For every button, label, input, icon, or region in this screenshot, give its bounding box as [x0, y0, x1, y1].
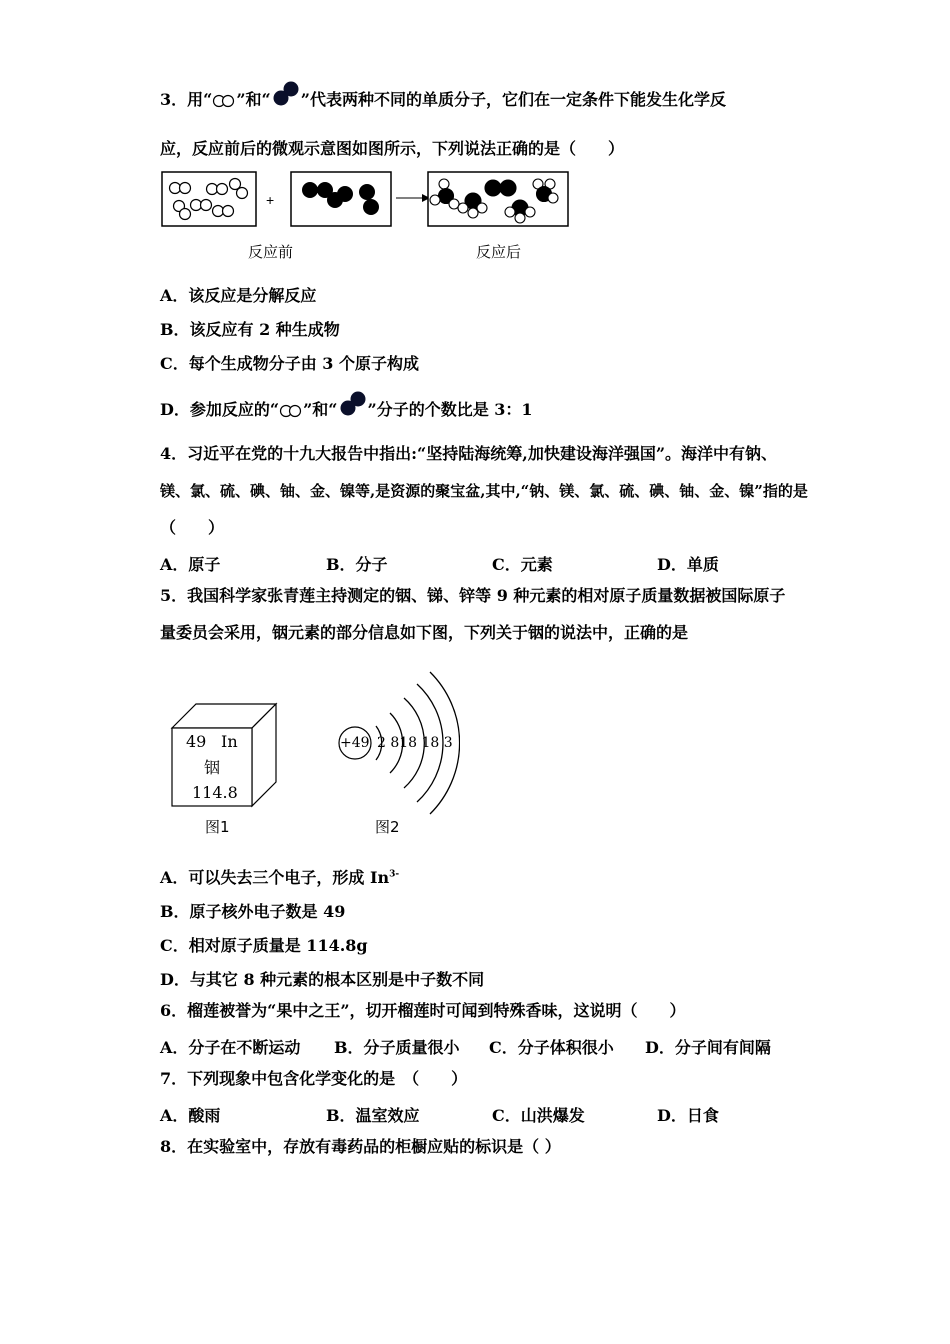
q5-stem-line1: 5．我国科学家张青莲主持测定的铟、锑、锌等 9 种元素的相对原子质量数据被国际原子	[160, 586, 786, 605]
q3-option-a[interactable]: A．该反应是分解反应	[160, 286, 317, 305]
q4-stem-line2: 镁、氯、硫、碘、铀、金、镍等,是资源的聚宝盆,其中,“钠、镁、氯、硫、碘、铀、金、镍”指的是	[160, 482, 808, 500]
atomic-mass: 114.8	[192, 783, 238, 802]
white-molecule-icon	[212, 94, 236, 108]
q6-option-b[interactable]: B．分子质量很小	[334, 1038, 460, 1057]
q4-stem-line3: （ ）	[160, 518, 225, 537]
q5-option-a[interactable]	[160, 865, 399, 888]
nucleus-charge: +49	[340, 735, 370, 751]
caption-after: 反应后	[476, 243, 522, 261]
black-molecule-icon	[271, 80, 301, 108]
white-molecule-icon	[279, 404, 303, 418]
ion-charge-superscript: 3-	[389, 869, 400, 880]
q6-stem: 6．榴莲被誉为“果中之王”，切开榴莲时可闻到特殊香味，这说明（ ）	[160, 1001, 686, 1020]
q7-option-a[interactable]: A．酸雨	[160, 1106, 221, 1125]
q3-stem-line1	[160, 90, 726, 110]
black-molecule-icon	[338, 390, 368, 418]
figure1-caption: 图1	[205, 818, 230, 836]
q6-option-a[interactable]: A．分子在不断运动	[160, 1038, 301, 1057]
q3-option-b[interactable]: B．该反应有 2 种生成物	[160, 320, 340, 339]
q3-text: ”和“	[236, 90, 271, 109]
q3-option-d-text: ”分子的个数比是 3：1	[367, 400, 533, 419]
q8-stem: 8．在实验室中，存放有毒药品的柜橱应贴的标识是（ ）	[160, 1137, 561, 1156]
q7-option-c[interactable]: C．山洪爆发	[492, 1106, 585, 1125]
element-name: 铟	[204, 758, 221, 777]
q5-option-b[interactable]: B．原子核外电子数是 49	[160, 902, 346, 921]
q5-option-c[interactable]: C．相对原子质量是 114.8g	[160, 936, 368, 955]
q3-stem-line2: 应，反应前后的微观示意图如图所示，下列说法正确的是（ ）	[160, 139, 625, 158]
figure2-caption: 图2	[375, 818, 400, 836]
q4-option-d[interactable]: D．单质	[657, 555, 719, 574]
q3-text: ”代表两种不同的单质分子，它们在一定条件下能发生化学反	[300, 90, 726, 109]
q4-option-b[interactable]: B．分子	[326, 555, 388, 574]
atomic-number: 49	[186, 732, 207, 751]
q6-option-d[interactable]: D．分子间有间隔	[645, 1038, 771, 1057]
q7-option-d[interactable]: D．日食	[657, 1106, 719, 1125]
q3-text: 3．用“	[160, 90, 213, 109]
q5-option-a-text: A．可以失去三个电子，形成 In	[160, 868, 390, 887]
q3-option-d-text: D．参加反应的“	[160, 400, 280, 419]
q6-option-c[interactable]: C．分子体积很小	[489, 1038, 614, 1057]
plus-sign: +	[266, 192, 275, 208]
q3-option-d-text: ”和“	[303, 400, 338, 419]
q3-option-c[interactable]: C．每个生成物分子由 3 个原子构成	[160, 354, 420, 373]
electron-shell-counts: 2 818 18 3	[377, 735, 453, 751]
q4-stem-line1: 4．习近平在党的十九大报告中指出:“坚持陆海统筹,加快建设海洋强国”。海洋中有钠、	[160, 444, 778, 463]
q7-option-b[interactable]: B．温室效应	[326, 1106, 420, 1125]
q5-stem-line2: 量委员会采用，铟元素的部分信息如下图，下列关于铟的说法中，正确的是	[160, 623, 689, 642]
q5-option-d[interactable]: D．与其它 8 种元素的根本区别是中子数不同	[160, 970, 485, 989]
element-symbol: In	[221, 732, 238, 751]
q3-option-d[interactable]	[160, 397, 533, 420]
reaction-diagram	[160, 170, 570, 232]
caption-before: 反应前	[248, 243, 294, 261]
q4-option-a[interactable]: A．原子	[160, 555, 221, 574]
q4-option-c[interactable]: C．元素	[492, 555, 553, 574]
q7-stem: 7．下列现象中包含化学变化的是 （ ）	[160, 1069, 468, 1088]
